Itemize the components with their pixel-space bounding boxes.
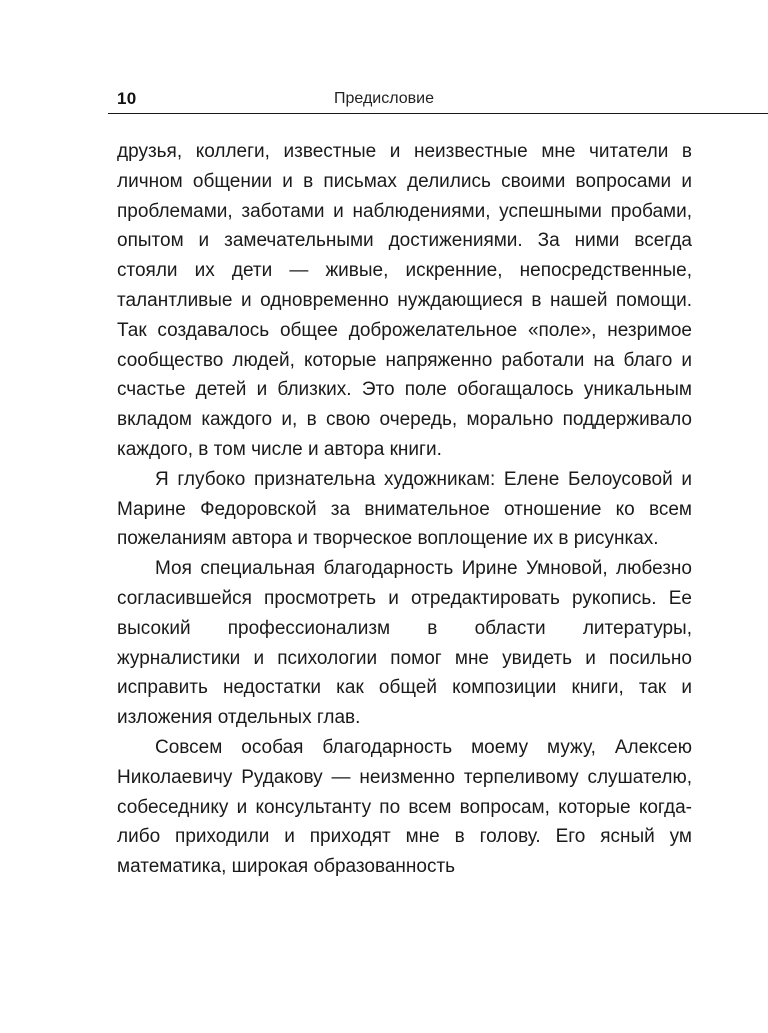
page-number: 10 [117,89,137,108]
running-title: Предисловие [334,90,434,107]
paragraph-artists-thanks: Я глубоко признательна художникам: Елене Белоусовой и Марине Федоровской за внимательное отношение ко всем пожеланиям автора и творческое воплощение их в рисунках. [117,468,692,550]
body-text [117,137,692,882]
page-header [0,0,768,115]
paragraph-continuation: друзья, коллеги, известные и неизвестные мне читатели в личном общении и в письмах делились своими вопросами и проблемами, заботами и наблюдениями, успешными пробами, опытом и замечательными достижениями. За ними всегда стояли их дети — живые, искренние, непосредственные, талантливые и одновременно нуждающиеся в нашей помощи. Так создавалось общее доброжелательное «поле», незримое сообщество людей, которые напряженно работали на благо и счастье детей и близких. Это поле обогащалось уникальным вкладом каждого и, в свою очередь, морально поддерживало каждого, в том числе и автора книги. [117,141,692,460]
paragraph-husband-thanks: Совсем особая благодарность моему мужу, Алексею Николаевичу Рудакову — неизменно терпеливому слушателю, собеседнику и консультанту по всем вопросам, которые когда-либо приходили и приходят мне в голову. Его ясный ум математика, широкая образованность [117,736,692,878]
paragraph-editor-thanks: Моя специальная благодарность Ирине Умновой, любезно согласившейся просмотреть и отредактировать рукопись. Ее высокий профессионализм в области литературы, журналистики и психологии помог мне увидеть и посильно исправить недостатки как общей композиции книги, так и изложения отдельных глав. [117,558,692,729]
header-rule [108,113,768,114]
